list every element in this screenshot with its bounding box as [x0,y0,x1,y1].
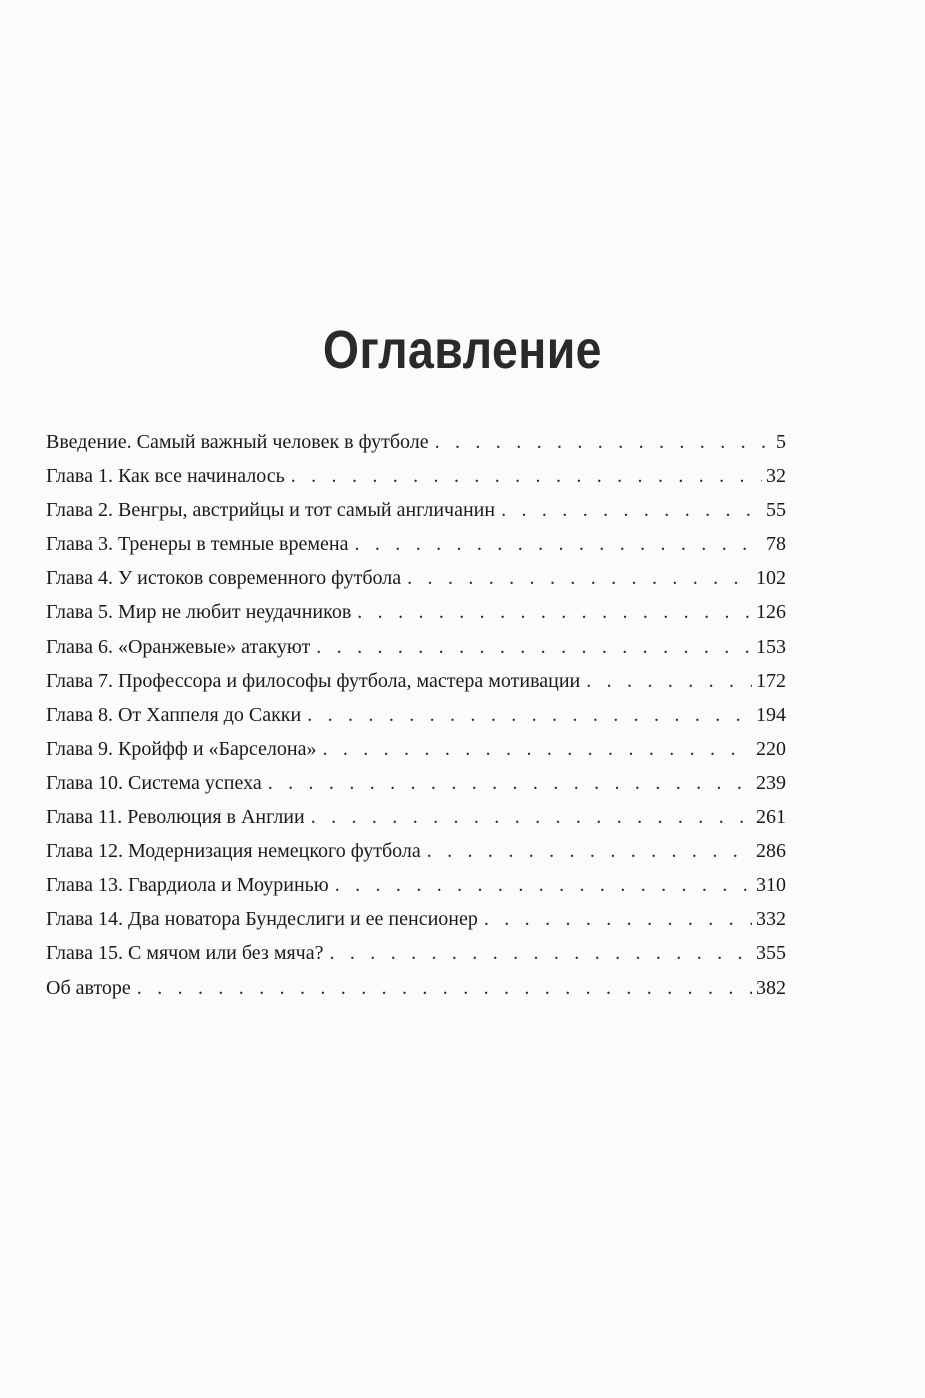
dot-leader [435,425,772,459]
toc-entry-title: Глава 2. Венгры, австрийцы и тот самый англичанин [46,499,496,522]
dot-leader [330,936,753,970]
toc-entry [46,459,786,493]
toc-entry-title: Глава 7. Профессора и философы футбола, мастера мотивации [46,669,581,692]
toc-list [46,425,786,1005]
dot-leader [586,664,752,698]
toc-entry [46,766,786,800]
dot-leader [484,902,752,936]
toc-entry-page: 261 [756,806,786,829]
toc-entry-page: 332 [756,908,786,931]
toc-entry-page: 5 [776,431,786,453]
toc-entry-page: 239 [756,771,786,794]
toc-entry-page: 172 [756,669,786,692]
toc-entry-title: Глава 1. Как все начиналось [46,465,285,488]
toc-entry-page: 126 [756,601,786,624]
toc-entry-title: Введение. Самый важный человек в футболе [46,431,429,453]
dot-leader [268,766,752,800]
toc-entry-title: Глава 11. Революция в Англии [46,806,305,829]
toc-entry-page: 355 [756,942,786,965]
dot-leader [355,527,763,561]
toc-entry-title: Глава 14. Два новатора Бундеслиги и ее пенсионер [46,908,478,931]
dot-leader [316,630,752,664]
toc-entry-title: Глава 5. Мир не любит неудачников [46,601,352,624]
toc-entry [46,595,786,629]
toc-entry-title: Глава 10. Система успеха [46,771,262,794]
toc-heading: Оглавление [322,320,602,380]
toc-entry-page: 55 [766,499,786,522]
toc-entry [46,561,786,595]
toc-entry-title: Глава 13. Гвардиола и Моуринью [46,874,329,897]
dot-leader [311,800,752,834]
toc-entry-page: 286 [756,840,786,863]
dot-leader [501,493,762,527]
toc-entry [46,834,786,868]
toc-entry [46,493,786,527]
toc-entry-page: 32 [766,465,786,488]
toc-entry [46,698,786,732]
toc-entry-page: 153 [756,635,786,658]
dot-leader [335,868,752,902]
toc-entry [46,425,786,459]
toc-entry [46,800,786,834]
toc-entry-page: 194 [756,703,786,726]
toc-entry-title: Глава 8. От Хаппеля до Сакки [46,703,302,726]
toc-entry [46,971,786,1005]
dot-leader [427,834,752,868]
toc-entry [46,664,786,698]
toc-entry [46,527,786,561]
dot-leader [291,459,762,493]
toc-entry-title: Глава 15. С мячом или без мяча? [46,942,324,965]
toc-entry-title: Глава 3. Тренеры в темные времена [46,533,349,556]
toc-entry [46,902,786,936]
toc-entry-page: 102 [756,567,786,590]
toc-entry-title: Глава 4. У истоков современного футбола [46,567,402,590]
toc-entry-page: 220 [756,737,786,760]
dot-leader [307,698,752,732]
dot-leader [357,595,752,629]
toc-entry-page: 78 [766,533,786,556]
toc-entry-page: 382 [756,976,786,999]
toc-entry-title: Об авторе [46,976,131,999]
toc-entry [46,868,786,902]
toc-entry-page: 310 [756,874,786,897]
dot-leader [322,732,752,766]
toc-entry-title: Глава 6. «Оранжевые» атакуют [46,635,311,658]
toc-entry [46,936,786,970]
toc-entry [46,630,786,664]
dot-leader [137,971,752,1005]
dot-leader [407,561,752,595]
toc-entry [46,732,786,766]
toc-entry-title: Глава 9. Кройфф и «Барселона» [46,737,317,760]
toc-entry-title: Глава 12. Модернизация немецкого футбола [46,840,421,863]
